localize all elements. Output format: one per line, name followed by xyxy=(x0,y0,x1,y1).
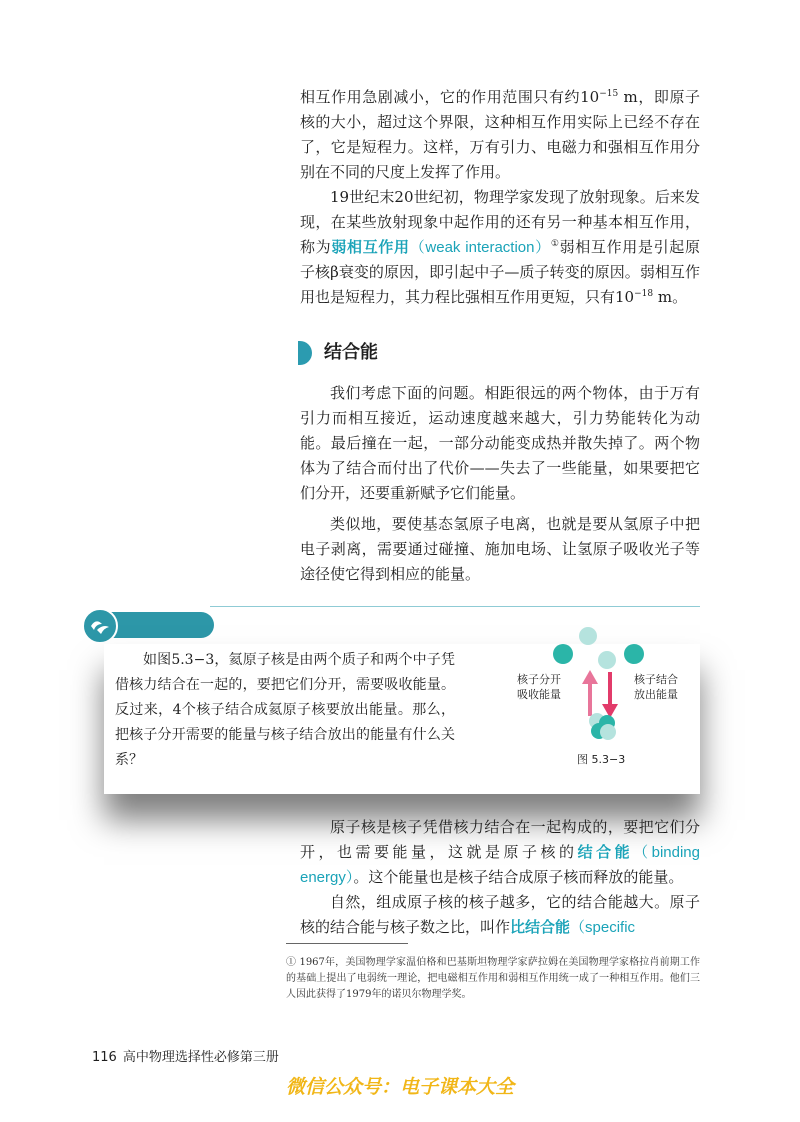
p2-exponent: −18 xyxy=(634,289,654,299)
paragraph-1 xyxy=(300,85,700,185)
paragraph-6 xyxy=(300,890,700,940)
think-icon xyxy=(88,616,112,636)
paragraph-5 xyxy=(300,815,700,890)
p5-text-b: 。这个能量也是核子结合成原子核而释放的能量。 xyxy=(353,868,684,886)
label-combine-1: 核子结合 xyxy=(634,673,678,686)
footnote-ref[interactable]: ① xyxy=(550,239,560,249)
nucleon-proton-1 xyxy=(553,644,573,664)
nucleon-neutron-1 xyxy=(579,627,597,645)
footnote-divider xyxy=(286,943,408,944)
think-badge xyxy=(82,608,214,642)
term-binding-energy: 结合能 xyxy=(577,843,634,861)
paragraph-3: 我们考虑下面的问题。相距很远的两个物体，由于万有引力而相互接近，运动速度越来越大，引力势能转化为动能。最后撞在一起，一部分动能变成热并散失掉了。两个物体为了结合而付出了代价——失去了一些能量，如果要把它们分开，还要重新赋予它们能量。 xyxy=(300,384,700,502)
p1-text-b: m，即原子核的大小，超过这个界限，这种相互作用实际上已经不存在了，它是短程力。这样，万有引力、电磁力和强相互作用分别在不同的尺度上发挥了作用。 xyxy=(300,88,701,181)
p5-text-a: 原子核是核子凭借核力结合在一起构成的，要把它们分开，也需要能量，这就是原子核的 xyxy=(300,818,700,861)
term-binding-energy-en: （binding energy） xyxy=(300,844,700,886)
think-question: 如图5.3−3，氦原子核是由两个质子和两个中子凭借核力结合在一起的，要把它们分开，需要吸收能量。反过来，4个核子结合成氦原子核要放出能量。那么，把核子分开需要的能量与核子结合放出的能量有什么关系？ xyxy=(115,652,455,768)
arrow-up-icon xyxy=(582,670,598,716)
p1-text-a: 相互作用急剧减小，它的作用范围只有约10 xyxy=(300,88,600,106)
paragraph-2 xyxy=(300,185,700,310)
term-weak-interaction-en: （weak interaction） xyxy=(409,239,551,256)
paragraph-4: 类似地，要使基态氢原子电离，也就是要从氢原子中把电子剥离，需要通过碰撞、施加电场、让氢原子吸收光子等途径使它得到相应的能量。 xyxy=(300,515,700,583)
section-marker-icon xyxy=(298,341,312,365)
book-title: 高中物理选择性必修第三册 xyxy=(122,1050,279,1065)
nucleon-proton-2 xyxy=(624,644,644,664)
arrow-down-icon xyxy=(602,672,618,718)
term-weak-interaction: 弱相互作用 xyxy=(331,238,410,256)
label-combine-2: 放出能量 xyxy=(634,688,678,701)
think-divider xyxy=(210,606,700,607)
nucleon-neutron-2 xyxy=(598,651,616,669)
p2-text-c: m。 xyxy=(653,288,688,306)
p6-text-a: 自然，组成原子核的核子越多，它的结合能越大。原子核的结合能与核子数之比，叫作 xyxy=(300,893,700,936)
p2-text-a: 19世纪末20世纪初，物理学家发现了放射现象。后来发现，在某些放射现象中起作用的还有另一种基本相互作用，称为 xyxy=(300,188,700,256)
section-title: 结合能 xyxy=(324,342,378,363)
label-separate-1: 核子分开 xyxy=(517,673,561,686)
p2-text-b: 弱相互作用是引起原子核β衰变的原因，即引起中子—质子转变的原因。弱相互作用也是短程力，其力程比强相互作用更短，只有10 xyxy=(300,238,700,306)
helium-nucleus xyxy=(589,713,616,740)
term-specific-binding-energy-en: （specific xyxy=(570,919,636,936)
footnote: ① 1967年，美国物理学家温伯格和巴基斯坦物理学家萨拉姆在美国物理学家格拉肖前期工作的基础上提出了电弱统一理论，把电磁相互作用和弱相互作用统一成了一种相互作用。他们三人因此获得了1979年的诺贝尔物理学奖。 xyxy=(286,957,700,1000)
page-number: 116 xyxy=(92,1050,117,1065)
figure-caption: 图 5.3−3 xyxy=(577,753,626,766)
term-specific-binding-energy: 比结合能 xyxy=(510,918,571,936)
page-footer xyxy=(92,1046,279,1065)
label-separate-2: 吸收能量 xyxy=(517,688,561,701)
p1-exponent: −15 xyxy=(599,89,619,99)
watermark-text: 微信公众号：电子课本大全 xyxy=(285,1076,514,1098)
